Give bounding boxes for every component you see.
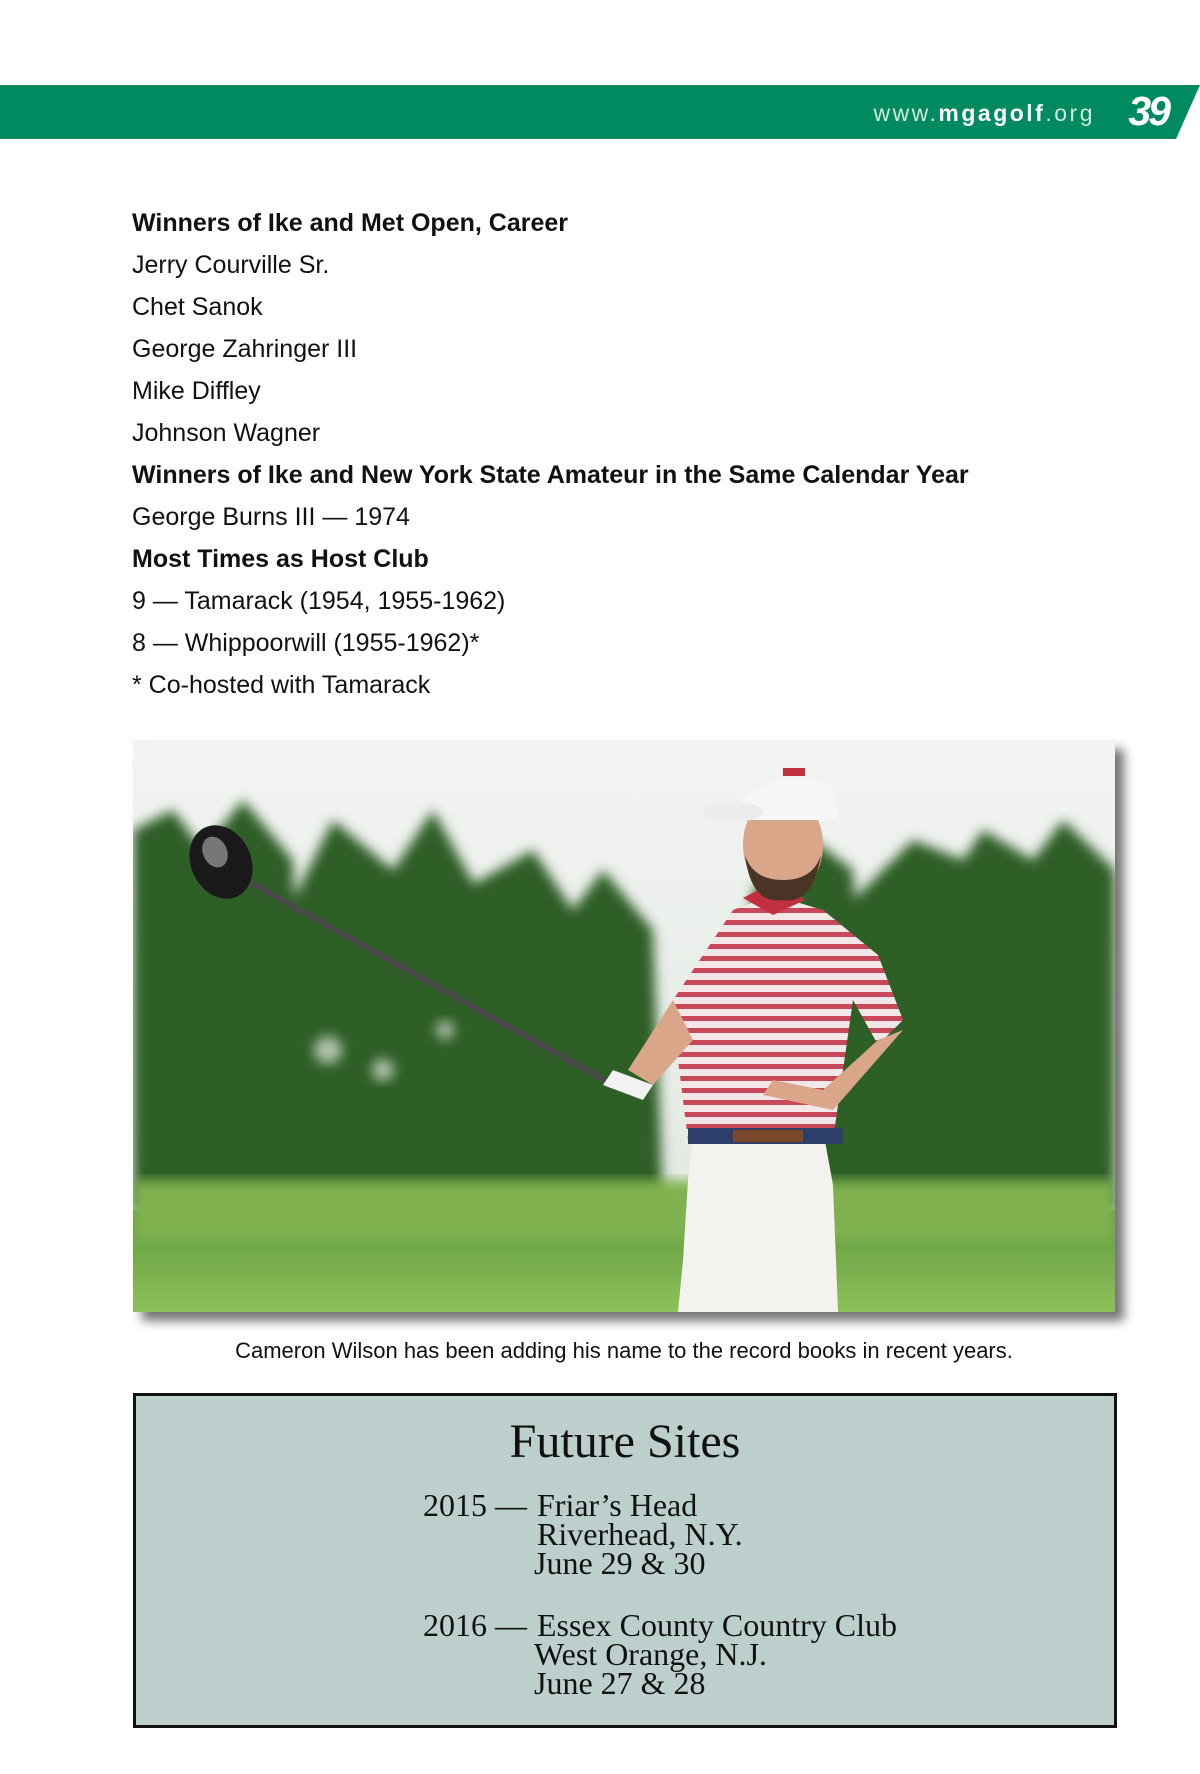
site-location: West Orange, N.J. [534,1636,767,1672]
future-site-2015 [423,1487,743,1581]
site-venue: Friar’s Head [537,1487,698,1523]
record-item: 8 — Whippoorwill (1955-1962)* [132,629,480,657]
record-heading: Winners of Ike and New York State Amateur in the Same Calendar Year [132,461,969,489]
future-sites-box [133,1393,1117,1728]
site-venue: Essex County Country Club [537,1607,898,1643]
record-item: Jerry Courville Sr. [132,251,330,279]
site-dates: June 29 & 30 [534,1545,706,1581]
site-location: Riverhead, N.Y. [537,1516,743,1552]
record-item: Johnson Wagner [132,419,321,447]
record-item: George Zahringer III [132,335,358,363]
site-year: 2016 — [423,1607,527,1643]
future-sites-title: Future Sites [509,1415,741,1468]
record-heading: Most Times as Host Club [132,545,429,573]
photo-caption: Cameron Wilson has been adding his name to the record books in recent years. [235,1338,1013,1363]
record-item: Mike Diffley [132,377,261,405]
site-url-prefix: www. [873,100,939,126]
page-number: 39 [1128,88,1168,134]
site-url-suffix: .org [1045,100,1095,126]
record-item: George Burns III — 1974 [132,503,410,531]
golfer-photo [133,740,1115,1312]
record-item: * Co-hosted with Tamarack [132,671,431,699]
future-site-2016 [423,1607,898,1701]
site-url [873,100,1095,127]
site-year: 2015 — [423,1487,527,1523]
record-heading: Winners of Ike and Met Open, Career [132,209,568,237]
site-dates: June 27 & 28 [534,1665,706,1701]
site-url-name: mgagolf [938,100,1046,126]
record-item: 9 — Tamarack (1954, 1955-1962) [132,587,506,615]
record-item: Chet Sanok [132,293,263,321]
records-list [132,202,1092,706]
